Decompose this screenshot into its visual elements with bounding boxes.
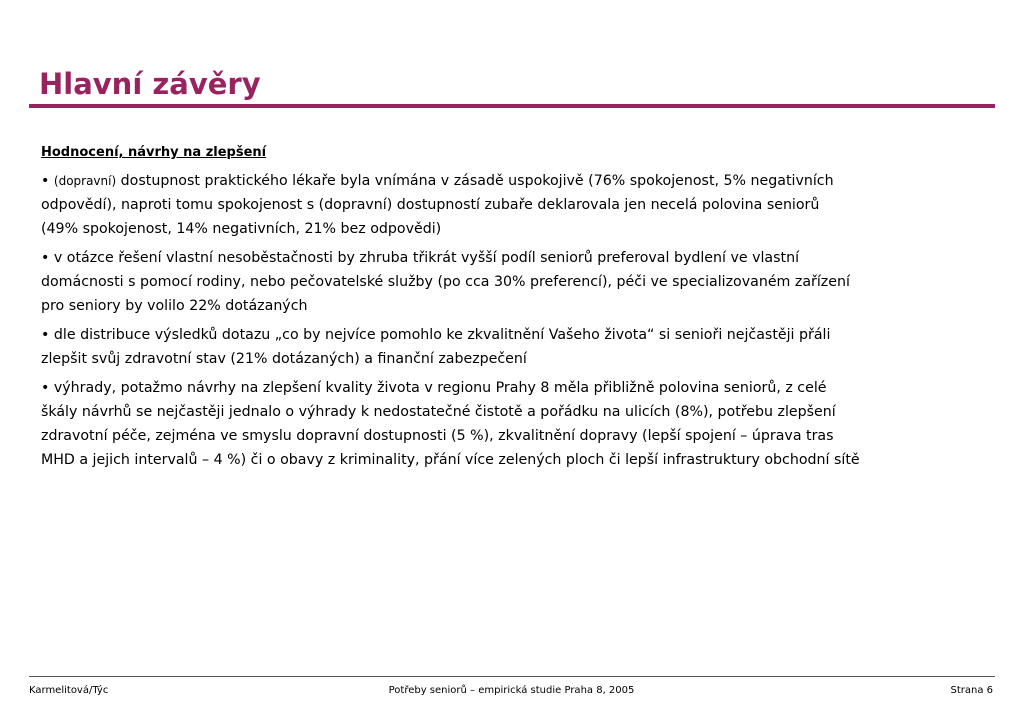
footer-study-title: Potřeby seniorů – empirická studie Praha 8, 2005 bbox=[388, 685, 635, 696]
bullet-self-sufficiency bbox=[41, 246, 981, 318]
bullet-quality-of-life bbox=[41, 323, 981, 371]
bullet-improvement-suggestions bbox=[41, 376, 981, 472]
bullet-line: škály návrhů se nejčastěji jednalo o výhrady k nedostatečné čistotě a pořádku na ulicích (8%), potřebu zlepšení bbox=[41, 404, 836, 420]
bullet-doctor-access bbox=[41, 169, 981, 241]
footer-page-number: Strana 6 bbox=[950, 685, 993, 696]
footer-divider bbox=[29, 676, 995, 677]
title-divider bbox=[29, 104, 995, 108]
bullet-text: dostupnost praktického lékaře byla vnímána v zásadě uspokojivě (76% spokojenost, 5% negativních bbox=[116, 173, 834, 189]
bullet-line: pro seniory by volilo 22% dotázaných bbox=[41, 298, 308, 314]
footer-authors: Karmelitová/Týc bbox=[29, 685, 109, 696]
bullet-line: MHD a jejich intervalů – 4 %) či o obavy z kriminality, přání více zelených ploch či lepší infrastruktury obchodní sítě bbox=[41, 452, 860, 468]
bullet-line: • dle distribuce výsledků dotazu „co by nejvíce pomohlo ke zkvalitnění Vašeho života“ si senioři nejčastěji přáli bbox=[41, 327, 831, 343]
section-heading: Hodnocení, návrhy na zlepšení bbox=[41, 145, 267, 160]
bullet-line: zdravotní péče, zejména ve smyslu dopravní dostupnosti (5 %), zkvalitnění dopravy (lepší spojení – úprava tras bbox=[41, 428, 834, 444]
bullet-line: zlepšit svůj zdravotní stav (21% dotázaných) a finanční zabezpečení bbox=[41, 351, 527, 367]
bullet-line: domácnosti s pomocí rodiny, nebo pečovatelské služby (po cca 30% preferencí), péči ve specializovaném zařízení bbox=[41, 274, 850, 290]
bullet-line: • v otázce řešení vlastní nesoběstačnosti by zhruba třikrát vyšší podíl seniorů preferoval bydlení ve vlastní bbox=[41, 250, 800, 266]
bullet-line bbox=[41, 169, 981, 193]
bullet-marker: • bbox=[41, 173, 54, 189]
slide-title: Hlavní závěry bbox=[39, 67, 261, 101]
bullet-small-text: (dopravní) bbox=[53, 174, 117, 188]
bullet-line: (49% spokojenost, 14% negativních, 21% bez odpovědi) bbox=[41, 221, 442, 237]
bullet-line: odpovědí), naproti tomu spokojenost s (dopravní) dostupností zubaře deklarovala jen necelá polovina seniorů bbox=[41, 197, 820, 213]
bullet-line: • výhrady, potažmo návrhy na zlepšení kvality života v regionu Prahy 8 měla přibližně polovina seniorů, z celé bbox=[41, 380, 827, 396]
slide-content bbox=[41, 142, 981, 477]
